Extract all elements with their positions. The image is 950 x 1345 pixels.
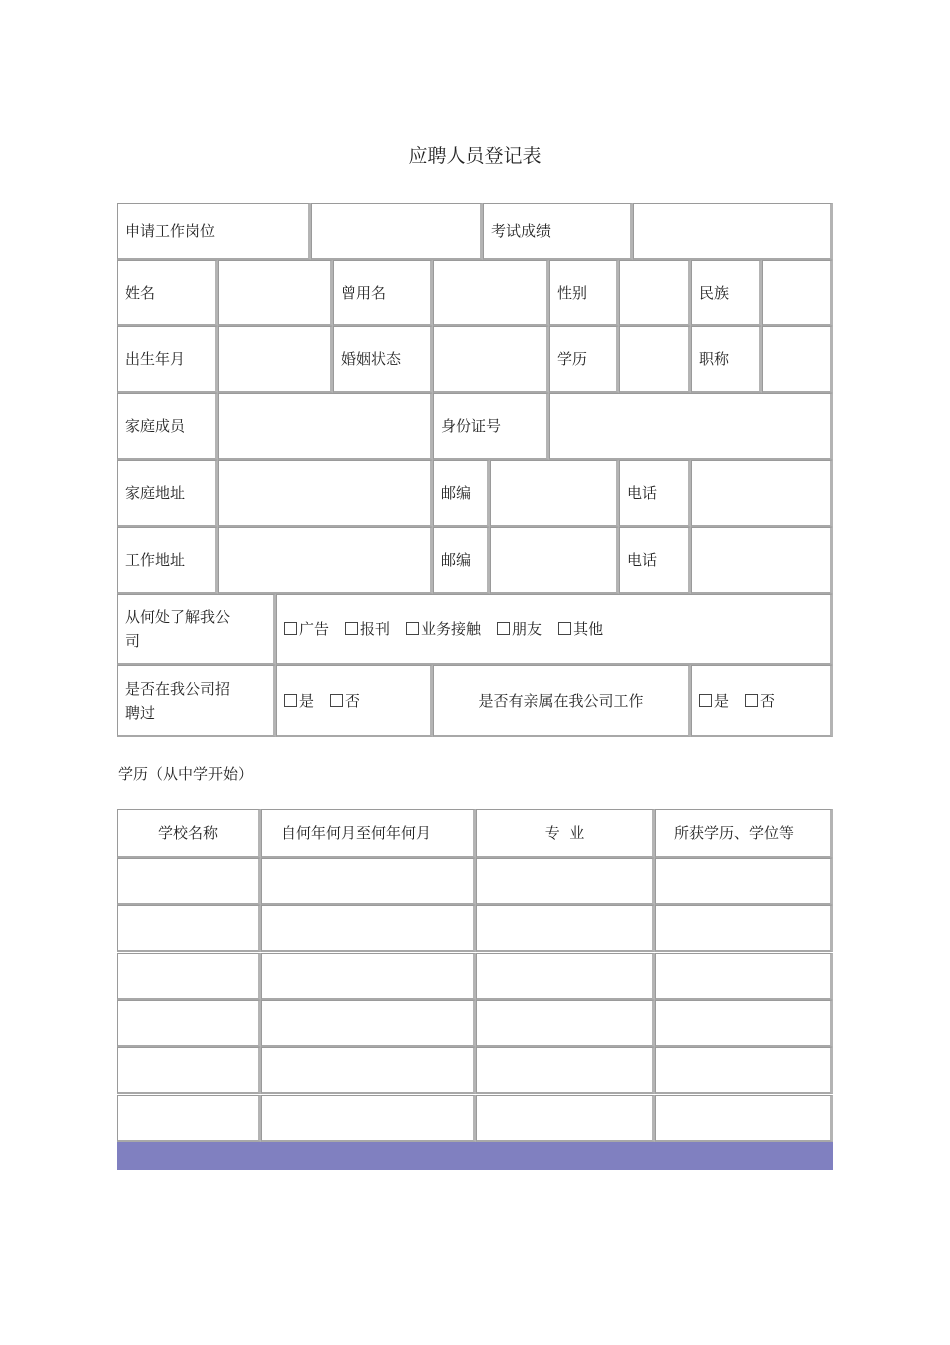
edu-row-4-period[interactable]: [261, 1000, 476, 1047]
label-applied-before: 是否在我公司招聘过: [117, 665, 276, 737]
id-number-field[interactable]: [549, 393, 833, 460]
exam-score-field[interactable]: [633, 203, 833, 260]
edu-header-period: 自何年何月至何年何月: [261, 809, 476, 858]
label-marital: 婚姻状态: [333, 326, 433, 393]
position-field[interactable]: [311, 203, 483, 260]
label-home-postcode: 邮编: [433, 460, 490, 527]
marital-field[interactable]: [433, 326, 549, 393]
gender-field[interactable]: [619, 260, 691, 326]
relative-options: [691, 665, 833, 737]
home-postcode-field[interactable]: [490, 460, 619, 527]
label-home-address: 家庭地址: [117, 460, 218, 527]
footer-bar: [117, 1142, 833, 1170]
edu-row-6-period[interactable]: [261, 1095, 476, 1142]
label-relative: 是否有亲属在我公司工作: [433, 665, 691, 737]
applied-before-no[interactable]: 否: [330, 689, 360, 713]
label-family: 家庭成员: [117, 393, 218, 460]
edu-row-5-major[interactable]: [476, 1047, 655, 1094]
label-former-name: 曾用名: [333, 260, 433, 326]
edu-row-2-school[interactable]: [117, 905, 261, 952]
edu-row-1-major[interactable]: [476, 858, 655, 905]
edu-row-1-school[interactable]: [117, 858, 261, 905]
education-field[interactable]: [619, 326, 691, 393]
edu-header-degree: 所获学历、学位等: [655, 809, 833, 858]
edu-row-2-degree[interactable]: [655, 905, 833, 952]
source-option-newspaper[interactable]: 报刊: [345, 617, 390, 641]
edu-row-1-degree[interactable]: [655, 858, 833, 905]
relative-no[interactable]: 否: [745, 689, 775, 713]
edu-row-5-school[interactable]: [117, 1047, 261, 1094]
label-gender: 性别: [549, 260, 619, 326]
edu-row-3-degree[interactable]: [655, 953, 833, 1000]
edu-row-4-degree[interactable]: [655, 1000, 833, 1047]
source-options: [276, 594, 833, 665]
edu-row-1-period[interactable]: [261, 858, 476, 905]
label-id-number: 身份证号: [433, 393, 549, 460]
family-field[interactable]: [218, 393, 433, 460]
edu-row-2-major[interactable]: [476, 905, 655, 952]
label-birth: 出生年月: [117, 326, 218, 393]
label-ethnicity: 民族: [691, 260, 762, 326]
name-field[interactable]: [218, 260, 333, 326]
applied-before-yes[interactable]: 是: [284, 689, 314, 713]
edu-header-major: 专 业: [476, 809, 655, 858]
applied-before-options: [276, 665, 433, 737]
source-option-friend[interactable]: 朋友: [497, 617, 542, 641]
label-title-rank: 职称: [691, 326, 762, 393]
label-home-phone: 电话: [619, 460, 691, 527]
edu-row-6-school[interactable]: [117, 1095, 261, 1142]
work-address-field[interactable]: [218, 527, 433, 594]
edu-row-3-period[interactable]: [261, 953, 476, 1000]
ethnicity-field[interactable]: [762, 260, 833, 326]
page-title: 应聘人员登记表: [408, 145, 542, 167]
edu-header-school: 学校名称: [117, 809, 261, 858]
birth-field[interactable]: [218, 326, 333, 393]
label-education: 学历: [549, 326, 619, 393]
title-rank-field[interactable]: [762, 326, 833, 393]
label-position: 申请工作岗位: [117, 203, 311, 260]
label-work-postcode: 邮编: [433, 527, 490, 594]
label-name: 姓名: [117, 260, 218, 326]
home-phone-field[interactable]: [691, 460, 833, 527]
source-option-ad[interactable]: 广告: [284, 617, 329, 641]
edu-row-6-major[interactable]: [476, 1095, 655, 1142]
edu-row-2-period[interactable]: [261, 905, 476, 952]
source-option-other[interactable]: 其他: [558, 617, 603, 641]
work-phone-field[interactable]: [691, 527, 833, 594]
source-option-business[interactable]: 业务接触: [406, 617, 481, 641]
edu-row-5-degree[interactable]: [655, 1047, 833, 1094]
former-name-field[interactable]: [433, 260, 549, 326]
education-section-label: 学历（从中学开始）: [118, 765, 254, 783]
edu-row-3-major[interactable]: [476, 953, 655, 1000]
label-work-address: 工作地址: [117, 527, 218, 594]
label-exam-score: 考试成绩: [483, 203, 633, 260]
edu-row-6-degree[interactable]: [655, 1095, 833, 1142]
edu-row-5-period[interactable]: [261, 1047, 476, 1094]
home-address-field[interactable]: [218, 460, 433, 527]
work-postcode-field[interactable]: [490, 527, 619, 594]
edu-row-4-major[interactable]: [476, 1000, 655, 1047]
label-source: 从何处了解我公司: [117, 594, 276, 665]
label-work-phone: 电话: [619, 527, 691, 594]
edu-row-3-school[interactable]: [117, 953, 261, 1000]
edu-row-4-school[interactable]: [117, 1000, 261, 1047]
relative-yes[interactable]: 是: [699, 689, 729, 713]
